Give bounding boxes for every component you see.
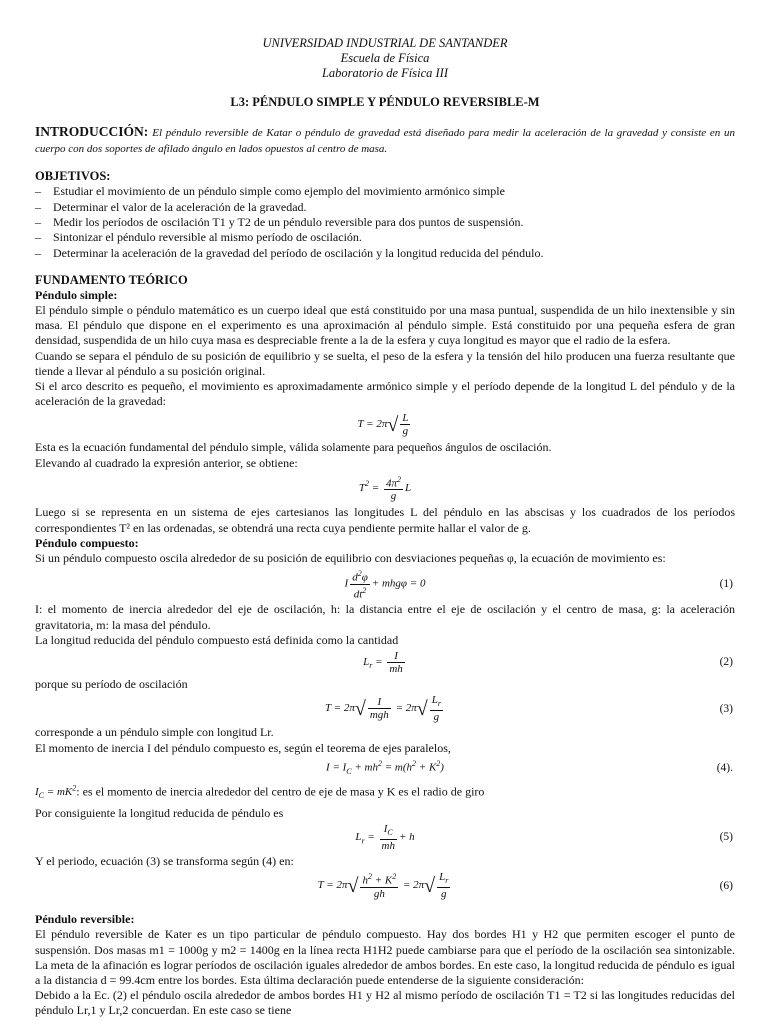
paragraph: porque su período de oscilación (35, 676, 188, 691)
paragraph: Elevando al cuadrado la expresión anterior, se obtiene: (35, 455, 298, 470)
objective-item: – Medir los períodos de oscilación T1 y T2 de un péndulo reversible para dos puntos de suspensión. (35, 215, 735, 230)
theory-heading: FUNDAMENTO TEÓRICO (35, 272, 188, 287)
reversible-pendulum-heading: Péndulo reversible: (35, 912, 135, 927)
equation-number: (6) (719, 879, 733, 892)
inertia-note: : es el momento de inercia alrededor del centro de eje de masa y K es el radio de giro (76, 784, 485, 799)
simple-pendulum-heading: Péndulo simple: (35, 287, 118, 302)
equation-3: T = 2π√ $\frac{I}{\text{mgh}}$ = 2π√ $\frac{L_r}{g}$ (3) (325, 694, 733, 724)
university-name: UNIVERSIDAD INDUSTRIAL DE SANTANDER (262, 36, 508, 50)
paragraph: Cuando se separa el péndulo de su posición de equilibrio y se suelta, el peso de la esfera y la tensión del hilo producen una fuerza resultante que tiende a llevar al péndulo a su posición original. (35, 348, 735, 378)
equation-1: I $\frac{d^2\varphi}{dt^2}$ + mhgφ = 0 (1) (344, 568, 733, 601)
equation-number: (1) (719, 578, 733, 591)
objective-item: – Determinar el valor de la aceleración de la gravedad. (35, 200, 735, 215)
equation-6: T = 2π√ $\frac{h^2 + K^2}{gh}$ = 2π√ $\frac{L_r}{g}$ (6) (317, 871, 733, 901)
paragraph: I: el momento de inercia alrededor del eje de oscilación, h: la distancia entre el eje de oscilación y el centro de masa, g: la aceleración gravitatoria, m: la masa del péndulo. (35, 602, 735, 632)
equation-number: (2) (719, 656, 733, 669)
introduction (35, 124, 735, 157)
school-name: Escuela de Física (340, 51, 430, 65)
objective-item: – Sintonizar el péndulo reversible al mismo período de oscilación. (35, 230, 735, 245)
objective-item: – Estudiar el movimiento de un péndulo simple como ejemplo del movimiento armónico simple (35, 184, 735, 199)
paragraph: Por consiguiente la longitud reducida de péndulo es (35, 805, 284, 820)
paragraph: corresponde a un péndulo simple con longitud Lr. (35, 725, 274, 740)
paragraph: La longitud reducida del péndulo compuesto está definida como la cantidad (35, 632, 399, 647)
paragraph: $I_C = mK^2$: es el momento de inercia alrededor del centro de eje de masa y K es el radio de giro (35, 783, 485, 801)
paragraph: Si el arco descrito es pequeño, el movimiento es aproximadamente armónico simple y el período depende de la longitud L del péndulo y de la aceleración de la gravedad: (35, 378, 735, 409)
paragraph: Luego si se representa en un sistema de ejes cartesianos las longitudes L del péndulo en las abscisas y los cuadrados de los períodos correspondientes T² en las ordenadas, se obtendrá una recta cuya pendiente permite hallar el valor de g. (35, 505, 735, 535)
intro-label: INTRODUCCIÓN: (35, 124, 149, 139)
paragraph: Y el periodo, ecuación (3) se transforma según (4) en: (35, 853, 294, 868)
compound-pendulum-heading: Péndulo compuesto: (35, 535, 139, 550)
paragraph: El momento de inercia I del péndulo compuesto es, según el teorema de ejes paralelos, (35, 740, 451, 755)
equation-number: (5) (719, 831, 733, 844)
lab-name: Laboratorio de Física III (321, 66, 449, 80)
objectives-list (35, 184, 735, 260)
objectives-heading: OBJETIVOS: (35, 169, 111, 184)
paragraph: Si un péndulo compuesto oscila alrededor de su posición de equilibrio con desviaciones pequeñas φ, la ecuación de movimiento es: (35, 550, 666, 565)
document-page (35, 36, 735, 1019)
equation-4: $I = I_C + mh^2 = m(h^2 + K^2)$ (4). (326, 758, 733, 776)
equation-number: (3) (719, 702, 733, 715)
paragraph: Debido a la Ec. (2) el péndulo oscila alrededor de ambos bordes H1 y H2 al mismo período de oscilación T1 = T2 si las longitudes reducidas del péndulo Lr,1 y Lr,2 concuerdan. En este caso se tiene (35, 988, 735, 1018)
equation-5: $L_r$ = $\frac{I_C}{mh}$ + h (5) (355, 822, 733, 852)
paragraph: El péndulo reversible de Kater es un tipo particular de péndulo compuesto. Hay dos bordes H1 y H2 que permiten escoger el punto de suspensión. Dos masas m1 = 1000g y m2 = 1400g en la línea recta H1H2 puede cambiarse para que el período de la oscilación sea sintonizable. La meta de la afinación es lograr períodos de oscilación iguales alrededor de ambos bordes. En este caso, la longitud reducida de péndulo es igual a la distancia d = 99.4cm entre los bordes. Esta última declaración puede entenderse de la siguiente consideración: (35, 927, 735, 987)
document-title: L3: PÉNDULO SIMPLE Y PÉNDULO REVERSIBLE-M (230, 95, 540, 109)
paragraph: Esta es la ecuación fundamental del péndulo simple, válida solamente para pequeños ángulos de oscilación. (35, 440, 552, 455)
equation-period-simple: T = 2π√ $\frac{L}{g}$ (357, 412, 409, 438)
objective-item: – Determinar la aceleración de la gravedad del período de oscilación y la longitud reducida del péndulo. (35, 246, 735, 261)
equation-number: (4). (716, 761, 733, 774)
intro-text: El péndulo reversible de Katar o péndulo de gravedad está diseñado para medir la aceleración de la gravedad y consiste en un cuerpo con dos soportes de afilado ángulo en lados opuestos al centro de masa. (35, 127, 736, 156)
equation-2: $L_r$ = $\frac{I}{mh}$ (2) (363, 649, 733, 675)
paragraph: El péndulo simple o péndulo matemático es un cuerpo ideal que está constituido por una masa puntual, suspendida de un hilo inextensible y sin masa. El péndulo que dispone en el experimento es una aproximación al péndulo simple. Está constituido por una pequeña esfera de gran densidad, suspendida de un hilo cuya masa es despreciable frente a la de la esfera y cuya longitud es mayor que el radio de la esfera. (35, 302, 735, 348)
equation-period-squared: $T^2$ = $\frac{4\pi^2}{g}$ L (358, 474, 412, 503)
